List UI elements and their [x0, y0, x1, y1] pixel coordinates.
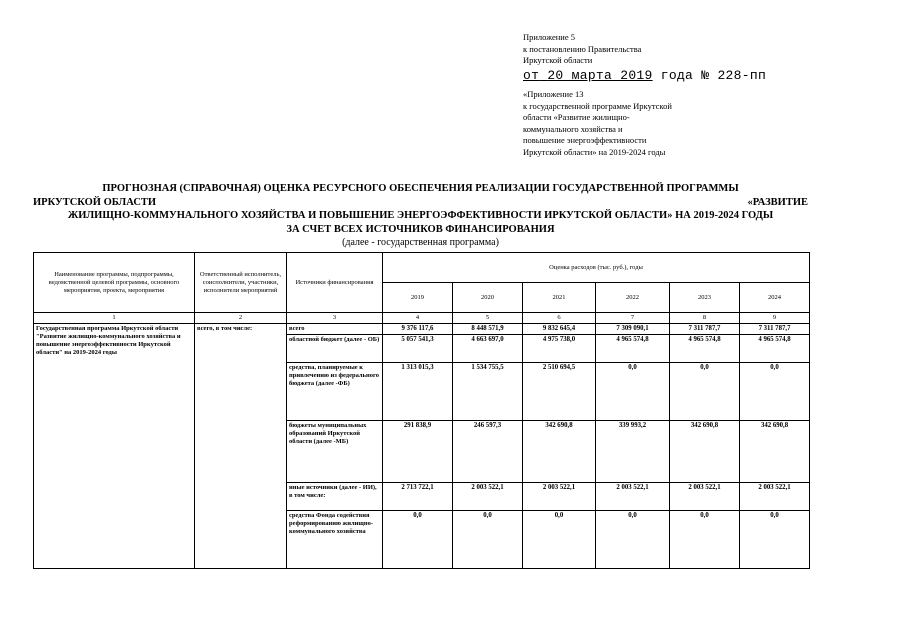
- value-cell: 342 690,8: [740, 421, 810, 483]
- value-cell: 339 993,2: [596, 421, 670, 483]
- value-cell: 1 534 755,5: [453, 363, 523, 421]
- appendix13-line: к государственной программе Иркутской: [523, 100, 672, 111]
- source-cell: областной бюджет (далее - ОБ): [287, 335, 383, 363]
- value-cell: 4 975 738,0: [523, 335, 596, 363]
- appendix-line: Иркутской области: [523, 55, 593, 65]
- value-cell: 0,0: [383, 511, 453, 569]
- order-date: 20 марта 2019: [547, 67, 653, 83]
- title-subtitle: (далее - государственная программа): [342, 237, 499, 248]
- value-cell: 4 663 697,0: [453, 335, 523, 363]
- value-cell: 2 003 522,1: [523, 483, 596, 511]
- appendix13-line: повышение энергоэффективности: [523, 135, 647, 145]
- funding-table: [33, 252, 810, 569]
- column-index: 1: [34, 313, 195, 324]
- column-index: 4: [383, 313, 453, 324]
- title-line-2-right: «РАЗВИТИЕ: [747, 196, 808, 208]
- appendix13-line: коммунального хозяйства и: [523, 123, 623, 134]
- table-row: [34, 324, 810, 335]
- source-cell: всего: [287, 324, 383, 335]
- appendix13-line: «Приложение 13: [523, 89, 584, 99]
- value-cell: 8 448 571,9: [453, 324, 523, 335]
- header-source: Источники финансирования: [287, 253, 383, 313]
- appendix-line: Приложение 5: [523, 32, 575, 42]
- column-index: 8: [670, 313, 740, 324]
- source-cell: средства, планируемые к привлечению из федерального бюджета (далее -ФБ): [287, 363, 383, 421]
- value-cell: 342 690,8: [670, 421, 740, 483]
- value-cell: 0,0: [670, 511, 740, 569]
- value-cell: 4 965 574,8: [740, 335, 810, 363]
- column-index: 5: [453, 313, 523, 324]
- title-line-3: ЖИЛИЩНО-КОММУНАЛЬНОГО ХОЗЯЙСТВА И ПОВЫШЕНИЕ ЭНЕРГОЭФФЕКТИВНОСТИ ИРКУТСКОЙ ОБЛАСТИ» НА 2019-2024 ГОДЫ: [67, 210, 774, 221]
- responsible-cell: всего, в том числе:: [195, 324, 287, 569]
- column-index: 7: [596, 313, 670, 324]
- value-cell: 2 003 522,1: [596, 483, 670, 511]
- value-cell: 0,0: [740, 511, 810, 569]
- appendix13-line: Иркутской области» на 2019-2024 годы: [523, 146, 666, 157]
- appendix-header: [523, 32, 766, 83]
- value-cell: 7 311 787,7: [740, 324, 810, 335]
- value-cell: 0,0: [596, 511, 670, 569]
- source-cell: иные источники (далее - ИИ), в том числе:: [287, 483, 383, 511]
- program-name-cell: Государственная программа Иркутской области "Развитие жилищно-коммунального хозяйства и повышение энергоэффективности Иркутской области" на 2019-2024 годы: [34, 324, 195, 569]
- value-cell: 0,0: [523, 511, 596, 569]
- order-suffix: года № 228-пп: [660, 67, 767, 83]
- value-cell: 246 597,3: [453, 421, 523, 483]
- appendix13-line: области «Развитие жилищно-: [523, 112, 630, 122]
- column-index: 9: [740, 313, 810, 324]
- header-year: 2021: [523, 283, 596, 313]
- column-index-row: [34, 313, 810, 324]
- value-cell: 2 003 522,1: [670, 483, 740, 511]
- source-cell: бюджеты муниципальных образований Иркутской области (далее -МБ): [287, 421, 383, 483]
- header-year: 2019: [383, 283, 453, 313]
- source-cell: средства Фонда содействия реформированию жилищно-коммунального хозяйства: [287, 511, 383, 569]
- column-index: 3: [287, 313, 383, 324]
- value-cell: 0,0: [453, 511, 523, 569]
- value-cell: 4 965 574,8: [596, 335, 670, 363]
- value-cell: 342 690,8: [523, 421, 596, 483]
- value-cell: 2 003 522,1: [740, 483, 810, 511]
- header-year: 2020: [453, 283, 523, 313]
- title-line-2: [33, 196, 808, 210]
- value-cell: 0,0: [670, 363, 740, 421]
- value-cell: 2 713 722,1: [383, 483, 453, 511]
- value-cell: 2 510 694,5: [523, 363, 596, 421]
- column-index: 2: [195, 313, 287, 324]
- header-program-name: Наименование программы, подпрограммы, ведомственной целевой программы, основного мероприятия, проекта, мероприятия: [34, 253, 195, 313]
- header-year: 2023: [670, 283, 740, 313]
- order-date-line: [523, 68, 766, 83]
- value-cell: 5 057 541,3: [383, 335, 453, 363]
- value-cell: 7 311 787,7: [670, 324, 740, 335]
- appendix13-header: [523, 89, 672, 158]
- title-line-1: ПРОГНОЗНАЯ (СПРАВОЧНАЯ) ОЦЕНКА РЕСУРСНОГО ОБЕСПЕЧЕНИЯ РЕАЛИЗАЦИИ ГОСУДАРСТВЕННОЙ ПРОГРАММЫ: [102, 183, 739, 194]
- value-cell: 7 309 090,1: [596, 324, 670, 335]
- document-title: [33, 182, 808, 236]
- header-responsible: Ответственный исполнитель, соисполнители, участники, исполнители мероприятий: [195, 253, 287, 313]
- header-year: 2024: [740, 283, 810, 313]
- value-cell: 4 965 574,8: [670, 335, 740, 363]
- value-cell: 1 313 015,3: [383, 363, 453, 421]
- value-cell: 0,0: [740, 363, 810, 421]
- header-year: 2022: [596, 283, 670, 313]
- value-cell: 0,0: [596, 363, 670, 421]
- value-cell: 9 376 117,6: [383, 324, 453, 335]
- column-index: 6: [523, 313, 596, 324]
- title-line-2-left: ИРКУТСКОЙ ОБЛАСТИ: [33, 196, 157, 208]
- header-estimate: Оценка расходов (тыс. руб.), годы: [383, 253, 810, 283]
- value-cell: 2 003 522,1: [453, 483, 523, 511]
- value-cell: 291 838,9: [383, 421, 453, 483]
- order-prefix: от: [523, 67, 540, 83]
- value-cell: 9 832 645,4: [523, 324, 596, 335]
- title-line-4: ЗА СЧЕТ ВСЕХ ИСТОЧНИКОВ ФИНАНСИРОВАНИЯ: [286, 223, 555, 235]
- appendix-line: к постановлению Правительства: [523, 43, 642, 54]
